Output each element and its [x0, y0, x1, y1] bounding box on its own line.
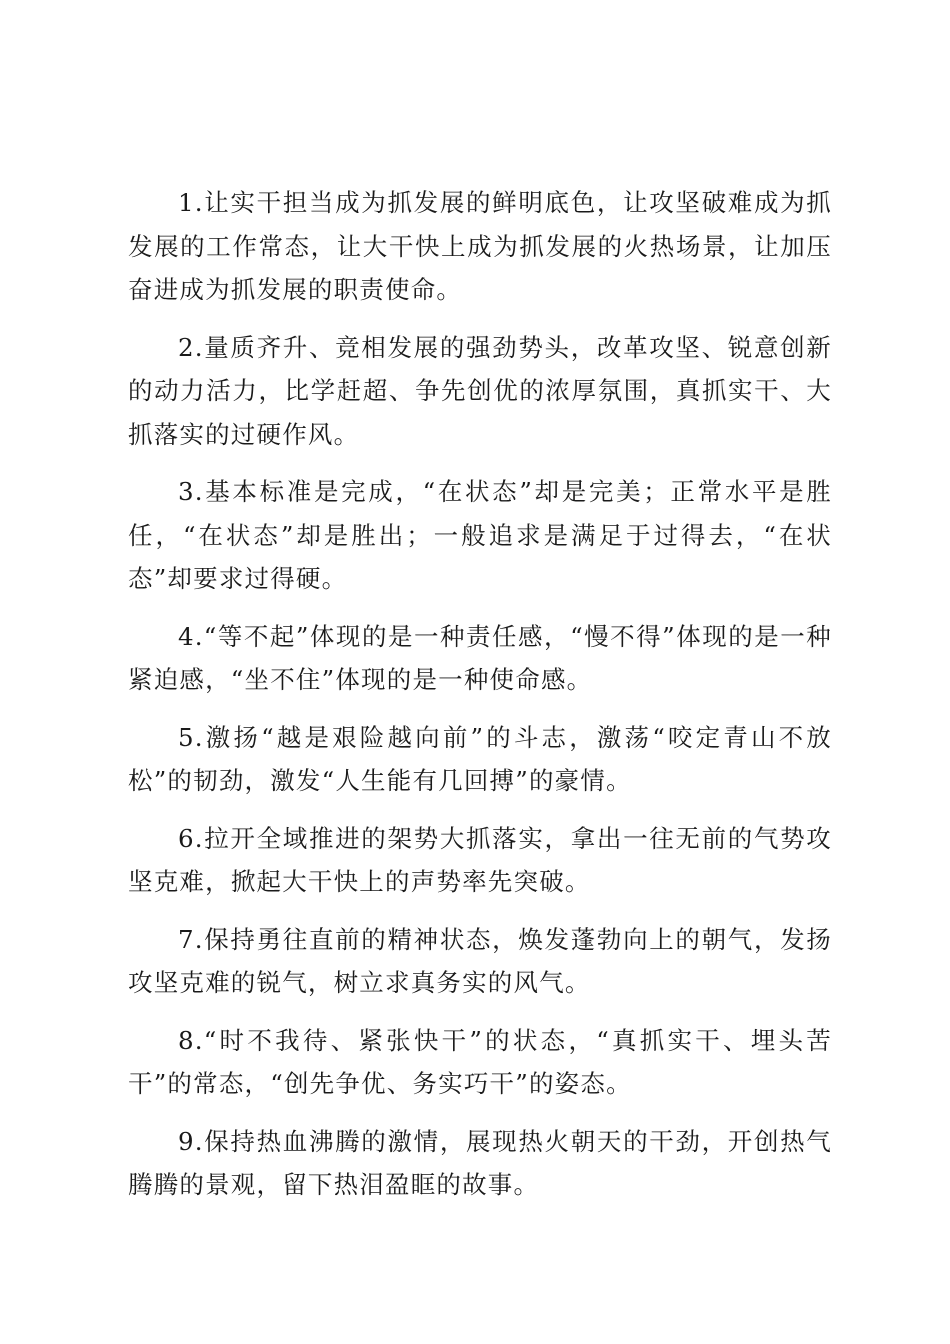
paragraph-1: 1.让实干担当成为抓发展的鲜明底色，让攻坚破难成为抓发展的工作常态，让大干快上成为抓发展的火热场景，让加压奋进成为抓发展的职责使命。	[128, 188, 832, 304]
paragraph-3: 3.基本标准是完成，“在状态”却是完美；正常水平是胜任，“在状态”却是胜出；一般追求是满足于过得去，“在状态”却要求过得硬。	[128, 477, 832, 593]
paragraph-2: 2.量质齐升、竞相发展的强劲势头，改革攻坚、锐意创新的动力活力，比学赶超、争先创优的浓厚氛围，真抓实干、大抓落实的过硬作风。	[128, 332, 832, 449]
document-body	[128, 181, 832, 1221]
paragraph-7: 7.保持勇往直前的精神状态，焕发蓬勃向上的朝气，发扬攻坚克难的锐气，树立求真务实的风气。	[128, 924, 832, 997]
paragraph-5: 5.激扬“越是艰险越向前”的斗志，激荡“咬定青山不放松”的韧劲，激发“人生能有几回搏”的豪情。	[128, 722, 832, 795]
paragraph-9: 9.保持热血沸腾的激情，展现热火朝天的干劲，开创热气腾腾的景观，留下热泪盈眶的故事。	[128, 1126, 832, 1199]
paragraph-4: 4.“等不起”体现的是一种责任感，“慢不得”体现的是一种紧迫感，“坐不住”体现的是一种使命感。	[128, 621, 832, 694]
paragraph-8: 8.“时不我待、紧张快干”的状态，“真抓实干、埋头苦干”的常态，“创先争优、务实巧干”的姿态。	[128, 1025, 832, 1098]
paragraph-6: 6.拉开全域推进的架势大抓落实，拿出一往无前的气势攻坚克难，掀起大干快上的声势率先突破。	[128, 823, 832, 896]
